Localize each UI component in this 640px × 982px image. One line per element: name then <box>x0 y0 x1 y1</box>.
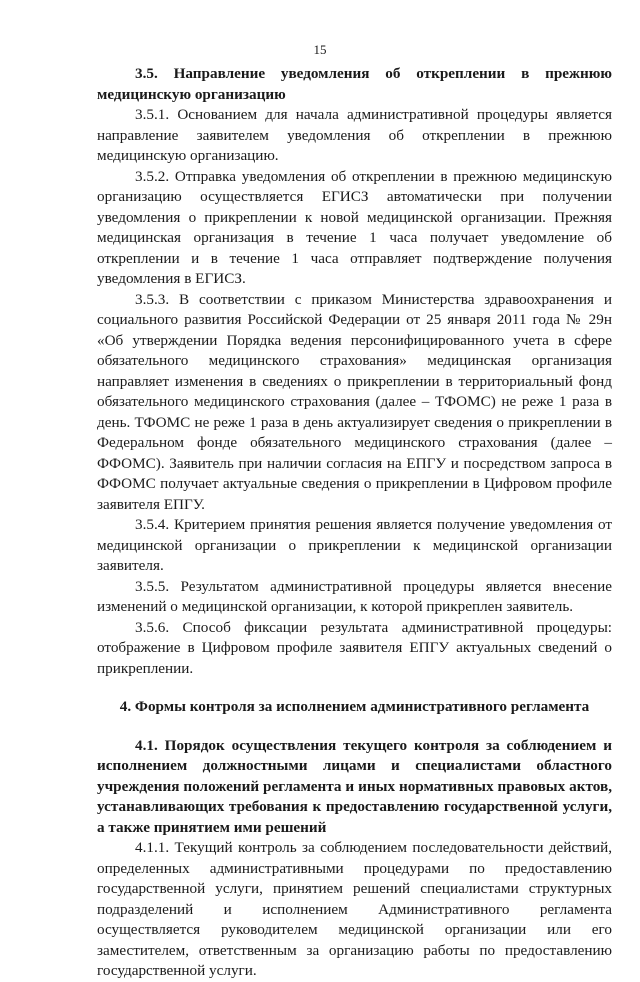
section-4-1-heading: 4.1. Порядок осуществления текущего контроля за соблюдением и исполнением должностными лицами и специалистами областного учреждения положений регламента и иных нормативных правовых актов, устанавливающих требования к предоставлению государственной услуги, а также принятием ими решений <box>97 736 612 836</box>
paragraph-3-5-4: 3.5.4. Критерием принятия решения является получение уведомления от медицинской организации о прикреплении к медицинской организации заявителя. <box>97 516 612 574</box>
page-number: 15 <box>313 42 327 57</box>
paragraph-3-5-5: 3.5.5. Результатом административной процедуры является внесение изменений о медицинской организации, к которой прикреплен заявитель. <box>97 577 612 615</box>
paragraph-4-1-1: 4.1.1. Текущий контроль за соблюдением последовательности действий, определенных административными процедурами по предоставлению государственной услуги, принятием решений специалистами структурных подразделений и исполнением Административного регламента осуществляется руководителем медицинской организации или его заместителем, ответственным за организацию работы по предоставлению государственной услуги. <box>97 839 612 979</box>
paragraph-3-5-1: 3.5.1. Основанием для начала административной процедуры является направление заявителем уведомления об откреплении в прежнюю медицинскую организацию. <box>97 106 612 164</box>
spacer <box>97 718 612 736</box>
paragraph-3-5-3: 3.5.3. В соответствии с приказом Министерства здравоохранения и социального развития Российской Федерации от 25 января 2011 года № 29н «Об утверждении Порядка ведения персонифицированного учета в сфере обязательного медицинского страхования» медицинская организация направляет изменения в сведениях о прикреплении в территориальный фонд обязательного медицинского страхования (далее – ТФОМС) не реже 1 раза в день. ТФОМС не реже 1 раза в день актуализирует сведения о прикреплении в Федеральном фонде обязательного медицинского страхования (далее – ФФОМС). Заявитель при наличии согласия на ЕПГУ и посредством запроса в ФФОМС получает актуальные сведения о прикреплении в Цифровом профиле заявителя ЕПГУ. <box>97 290 612 513</box>
spacer <box>97 679 612 697</box>
section-3-5-heading: 3.5. Направление уведомления об откреплении в прежнюю медицинскую организацию <box>97 65 612 103</box>
section-4-heading: 4. Формы контроля за исполнением административного регламента <box>119 698 590 715</box>
paragraph-3-5-6: 3.5.6. Способ фиксации результата административной процедуры: отображение в Цифровом профиле заявителя ЕПГУ актуальных сведений о прикреплении. <box>97 618 612 677</box>
document-body <box>97 64 612 982</box>
paragraph-3-5-2: 3.5.2. Отправка уведомления об откреплении в прежнюю медицинскую организацию осуществляется ЕГИСЗ автоматически при получении уведомления о прикреплении к новой медицинской организации. Прежняя медицинская организация в течение 1 часа получает уведомление об откреплении и в течение 1 часа отправляет подтверждение получения уведомления в ЕГИСЗ. <box>97 167 612 287</box>
